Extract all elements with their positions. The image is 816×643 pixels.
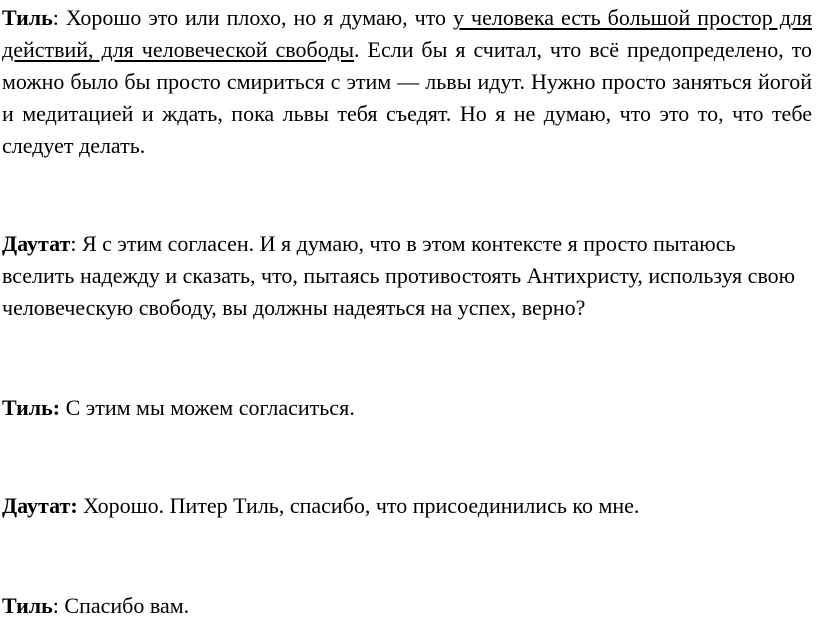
underlined-text: у человека есть большой простор для действий, для человеческой свободы (2, 5, 812, 62)
speaker-name: Тиль (2, 593, 53, 618)
dialogue-paragraph-thiel-1 (2, 2, 812, 162)
speaker-separator: : (52, 593, 65, 618)
speaker-separator: : (70, 231, 82, 256)
utterance-text: Хорошо. Питер Тиль, спасибо, что присоединились ко мне. (83, 493, 640, 518)
utterance-text-continued: . Если бы я считал, что всё предопределено, то можно было бы просто смириться с этим — львы идут. Нужно просто заняться йогой и медитацией и ждать, пока львы тебя съедят. Но я не думаю, что это то, что тебе следует делать. (2, 37, 812, 158)
speaker-name: Даутат (2, 231, 71, 256)
speaker-name: Тиль: (2, 395, 61, 420)
utterance-text: Я с этим согласен. И я думаю, что в этом контексте я просто пытаюсь вселить надежду и сказать, что, пытаясь противостоять Антихристу, используя свою человеческую свободу, вы должны надеяться на успех, верно? (2, 231, 796, 320)
dialogue-paragraph-thiel-2 (2, 392, 812, 424)
utterance-text: Хорошо это или плохо, но я думаю, что (65, 5, 454, 30)
dialogue-paragraph-thiel-3 (2, 590, 812, 622)
speaker-separator: : (52, 5, 66, 30)
utterance-text: Спасибо вам. (64, 593, 190, 618)
speaker-name: Даутат: (2, 493, 78, 518)
dialogue-paragraph-douthat-2 (2, 490, 812, 522)
dialogue-paragraph-douthat-1 (2, 228, 812, 324)
speaker-name: Тиль (2, 5, 53, 30)
utterance-text: С этим мы можем согласиться. (65, 395, 355, 420)
